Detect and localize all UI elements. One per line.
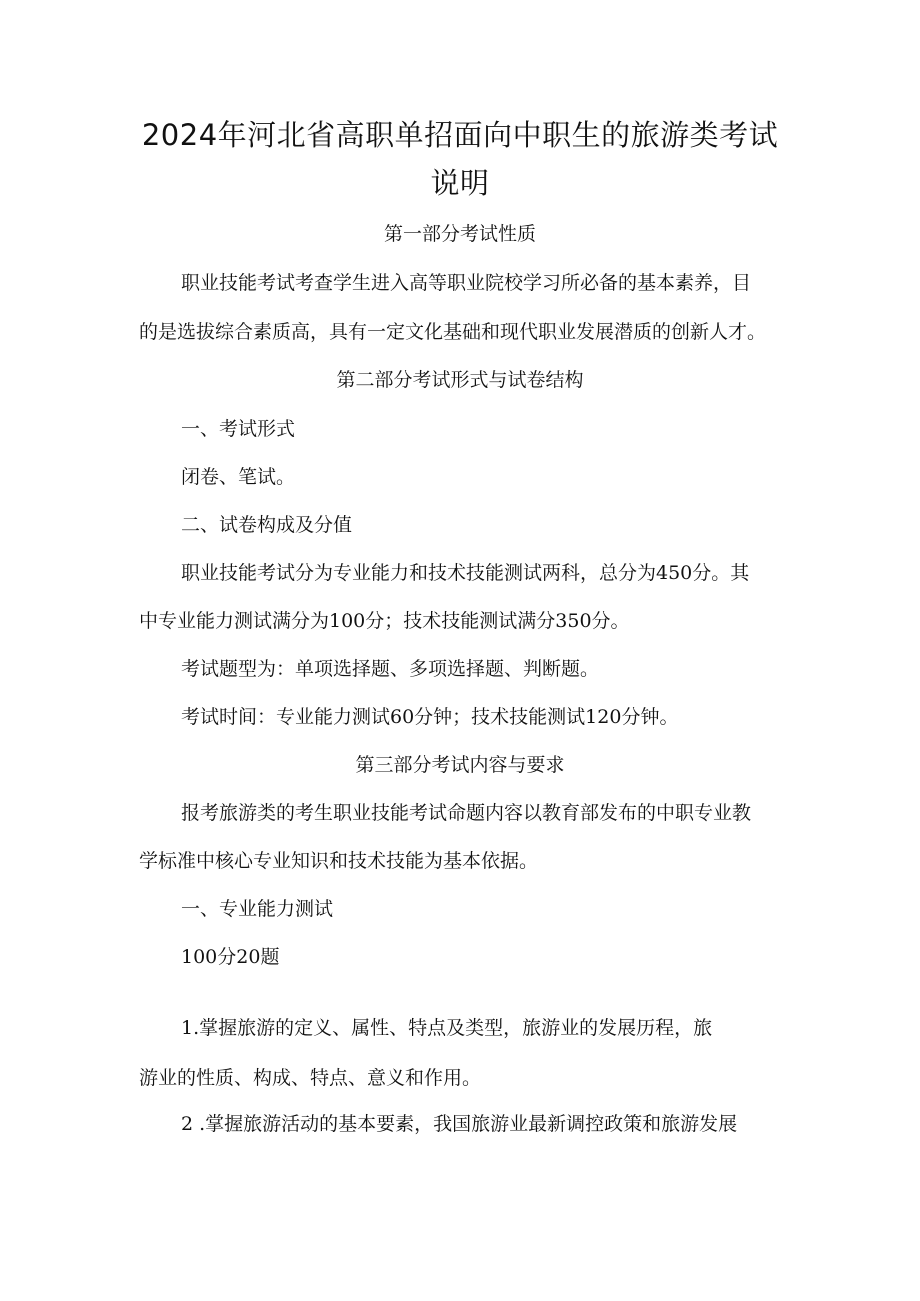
part1-paragraph-line-1: 职业技能考试考查学生进入高等职业院校学习所必备的基本素养，目 [181,272,752,294]
part3-item1-line-2: 游业的性质、构成、特点、意义和作用。 [139,1067,482,1089]
part1-paragraph-line-2: 的是选拔综合素质高，具有一定文化基础和现代职业发展潜质的创新人才。 [139,321,767,343]
part2-heading: 第二部分考试形式与试卷结构 [336,369,584,391]
part2-paragraph-line-1: 职业技能考试分为专业能力和技术技能测试两科，总分为450分。其 [181,562,750,584]
part3-paragraph-line-1: 报考旅游类的考生职业技能考试命题内容以教育部发布的中职专业教 [181,802,752,824]
document-title-line-2: 说明 [430,166,490,200]
part2-section1-heading: 一、考试形式 [181,418,296,440]
part3-item2-line-1: 2 .掌握旅游活动的基本要素，我国旅游业最新调控政策和旅游发展 [181,1113,738,1135]
part1-heading: 第一部分考试性质 [383,223,536,245]
part3-score-note: 100分20题 [181,946,280,968]
part2-exam-time: 考试时间：专业能力测试60分钟；技术技能测试120分钟。 [181,706,679,728]
part2-section2-heading: 二、试卷构成及分值 [181,514,353,536]
part3-section1-heading: 一、专业能力测试 [181,898,334,920]
part3-item1-line-1: 1.掌握旅游的定义、属性、特点及类型，旅游业的发展历程，旅 [181,1017,713,1039]
part3-heading: 第三部分考试内容与要求 [355,754,565,776]
document-title-line-1: 2024年河北省高职单招面向中职生的旅游类考试 [141,118,779,152]
part3-paragraph-line-2: 学标准中核心专业知识和技术技能为基本依据。 [139,850,539,872]
part2-section1-text: 闭卷、笔试。 [181,466,296,488]
part2-paragraph-line-2: 中专业能力测试满分为100分；技术技能测试满分350分。 [139,610,630,632]
part2-question-types: 考试题型为：单项选择题、多项选择题、判断题。 [181,658,600,680]
